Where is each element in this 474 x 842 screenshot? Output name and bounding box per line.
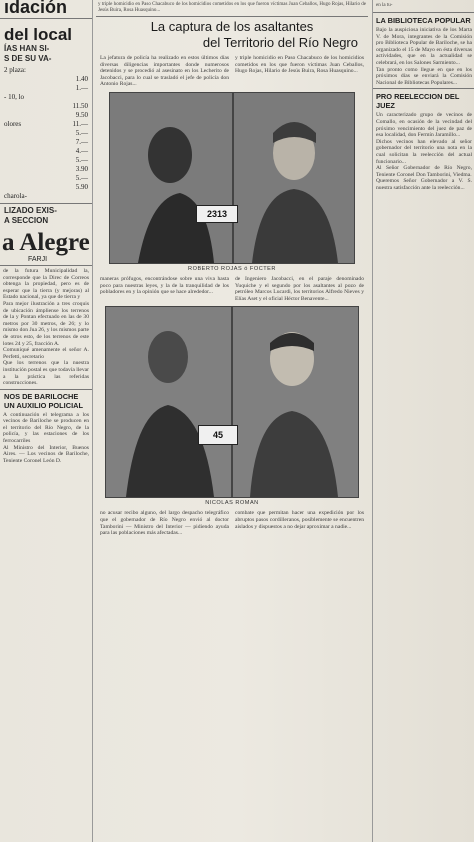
mugshot-1-image [110,93,354,263]
advert-farji: FARJI [28,256,48,263]
left-section-heading: NOS DE BARILOCHE UN AUXILIO POLICIAL [4,391,83,410]
mugshot-plate-1: 2313 [196,205,238,223]
article-body-1: La jefatura de policía ha realizado en estos últimos días diversas diligencias importantes donde numerosos detenidos y se procedió al asesinato en los Lecherito de Jacobacci, para lo cual se trasladó el jefe de policía don Antonio Rojas... [100,55,229,88]
divider [0,18,92,19]
left-subhead-1: ÍAS HAN SI- [4,44,50,53]
divider [0,265,92,266]
price-row: 11.50 [72,102,88,110]
right-body-2: Tan pronto como llegue en que en los próximos días se enviará la Comisión Nacional de Bibliotecas Populares... [376,66,472,86]
article-headline-line-1: La captura de los asaltantes [150,19,314,34]
mugshot-photo-2 [105,306,359,498]
article-end [100,510,364,536]
price-row: 1.— [75,84,88,92]
divider [96,16,368,17]
price-row: 7.— [75,138,88,146]
mugshot-caption-2: NICOLAS ROMAN [205,500,259,507]
article-body-4: de Ingeniero Jacobacci, en el paraje denominado Yuquiche y el segundo por los asaltantes al pozo de petróleo Marcos Lucardi, los territorios Alfredo Nieves y Elías Aset y el oficial Héctor Benavente... [235,275,364,302]
mid-top-fragment: y triple homicidio en Paso Chacabuco de los homicidios cometidos en los que fueron víctimas Juan Ceballos, Hugo Rojas, Hilario de Jesús Buira, Rosa Huasquino... [98,2,366,13]
left-column [0,0,93,842]
price-row: 5.— [75,174,88,182]
left-headline: del local [4,25,73,44]
mugshot-plate-2: 45 [198,425,238,445]
advert-alegre: a Alegre [2,229,90,256]
price-row: 5.— [75,129,88,137]
main-article [96,0,368,842]
mugshot-2-image [106,307,358,497]
left-body-5: A continuación el telegrama a los vecinos de Bariloche se producen en el territorio del Río Negro, de la policía, y las estaciones de los ferrocarriles [3,411,89,445]
right-body-4: Dichos vecinos han elevado al señor gobernador del territorio una nota en la cual solicitan la reelección del actual funcionario... [376,138,472,165]
left-body-4: Que los terrenos que la nuestra institución postal es que todavía llevar a la práctica las referidas construcciones. [3,360,89,387]
left-subhead-seccion: A SECCION [4,216,49,225]
article-body-3: maneras prófugos, encontrándose sobre una viva hasta poco para nuestras leyes, y la de la tranquilidad de los pobladores en y la opinión que se hace alrededor... [100,275,229,296]
article-intro [100,55,364,88]
left-body-6: Al Ministro del Interior, Buenos Aires. — Los vecinos de Bariloche, Teniente Coronel León D. [3,444,89,464]
price-row: charola- [4,192,27,200]
right-body-3: Un caracterizado grupo de vecinos de Comallo, en ocasión de la vecindad del próximo vencimiento del juez de paz de esa localidad, don Fermín Jaramillo... [376,112,472,139]
price-row: 4.— [75,147,88,155]
left-body-1: de la futura Municipalidad la, corresponde que la Direc de Correos obtenga la propiedad, pero es de esperar que la tierra (y mejoras) al Estado nacional, ya que de tierra y [3,268,89,301]
price-row: 3.90 [75,165,88,173]
right-section-heading-1: LA BIBLIOTECA POPULAR [376,16,471,25]
left-subhead-2: S DE SU VA- [4,54,52,63]
divider [0,389,92,390]
right-body-6: Queremos Señor Gobernador a V. S. nuestra satisfacción ante la reelección... [376,178,472,191]
article-body-6: combate que permitan hacer una expedición por los abruptos pasos cordilleranos, posiblemente se encuentren aislados y dispuestos a no dejar aproximar a nadie... [235,510,364,530]
left-subhead-exis: LIZADO EXIS- [4,206,57,215]
price-row: 9.50 [75,111,88,119]
article-headline [96,19,368,51]
right-body-1: Bajo la auspiciosa iniciativa de los Marta V. de Mora, integrantes de la Comisión pro Biblioteca Popular de Bariloche, se ha organizado el 15 de Mayo en ésta diversas actividades, que en la actualidad se celebrará, en los Salones Sarmiento... [376,27,472,66]
price-row: 1.40 [75,75,88,83]
divider [373,12,474,13]
left-headline-top: ıdación [4,0,68,17]
article-body-5: no acusar recibo alguno, del largo despacho telegráfico que el gobernador de Río Negro envió al doctor Tamborini — Ministro del Interior — pidiendo ayuda para las poblaciones más afectadas... [100,510,229,537]
right-body-5: Al Señor Gobernador de Río Negro, Teniente Coronel Don Tamborini, Viedma. [376,165,472,178]
right-section-heading-2: PRO REELECCION DEL JUEZ [376,92,460,111]
left-body-2: Para mejor ilustración a tres croquis de ubicación ámpliense los terrenos de la y Pontan efectuado en las de 30 metros por 30 metros, de 26; y lo mismo don Jua 26, y los mismos parte de otros esto, de los terrenos de este lotes 24 y 25, fracción A. [3,300,89,347]
price-row: - 10, lo [4,93,25,101]
price-row: 5.— [75,156,88,164]
price-row: 5.90 [75,183,88,191]
right-top-fragment: en la tu- [376,3,393,8]
article-middle [100,276,364,302]
mugshot-caption-1: ROBERTO ROJAS ó FOCTER [188,265,276,272]
price-list-label: 2 plaza: [4,66,26,74]
price-list [4,66,88,201]
divider [0,203,92,204]
left-body-3: Comuniqué amenamente el señor A. Perfetti, secretario [3,347,89,360]
divider [373,88,474,89]
mugshot-photo-1 [109,92,355,264]
article-body-2: y triple homicidio en Paso Chacabuco de los homicidios cometidos en los que fueron víctimas Juan Ceballos, Hugo Rojas, Hilario de Jesús Buira, Rosa Huasquino... [235,55,364,75]
right-column [372,0,474,842]
article-headline-line-2: del Territorio del Río Negro [202,35,358,50]
price-row: olores 11.— [4,120,88,128]
